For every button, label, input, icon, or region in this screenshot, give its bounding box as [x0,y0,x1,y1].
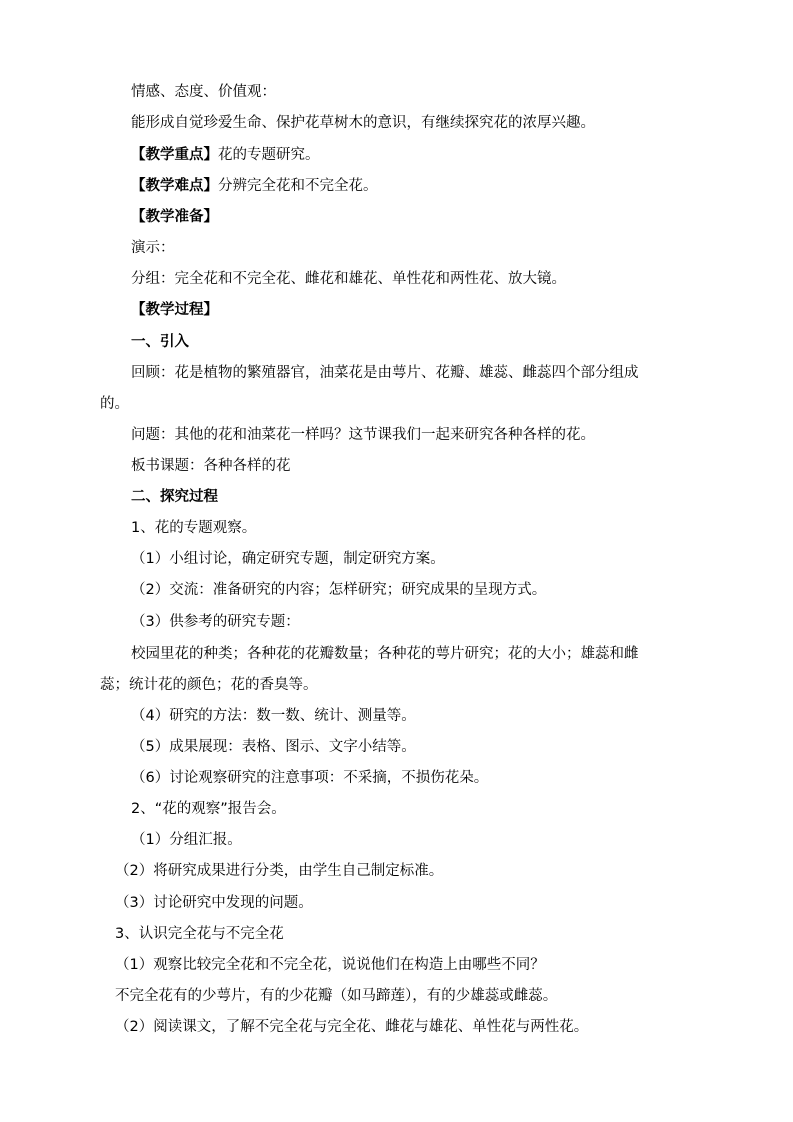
line-text: 回顾：花是植物的繁殖器官，油菜花是由萼片、花瓣、雄蕊、雌蕊四个部分组成 [131,365,639,381]
text-line [131,549,445,569]
line-text: 蕊；统计花的颜色；花的香臭等。 [100,677,318,693]
line-text: （2）交流：准备研究的内容；怎样研究；研究成果的呈现方式。 [131,582,547,598]
text-line [131,799,286,819]
text-line [131,363,639,383]
heading-label: 二、探究过程 [131,489,218,505]
subheading-introduction [131,332,189,352]
text-line [131,768,488,788]
heading-label: 【教学难点】 [131,178,218,194]
text-line [115,893,313,913]
text-line [131,269,566,289]
text-line [131,612,300,632]
line-text: 校园里花的种类；各种花的花瓣数量；各种花的萼片研究；花的大小；雄蕊和雌 [131,646,639,662]
line-text: （1）分组汇报。 [131,832,242,848]
line-text: （1）小组讨论，确定研究专题，制定研究方案。 [131,551,445,567]
line-text: 的。 [100,396,129,412]
line-text: （2）将研究成果进行分类，由学生自己制定标准。 [115,863,444,879]
section-heading-preparation [131,207,218,227]
line-text: （1）观察比较完全花和不完全花，说说他们在构造上由哪些不同？ [115,957,545,973]
line-text: （3）讨论研究中发现的问题。 [115,895,313,911]
heading-label: 一、引入 [131,334,189,350]
line-text: 不完全花有的少萼片，有的少花瓣（如马蹄莲），有的少雄蕊或雌蕊。 [115,988,558,1004]
text-line [115,1017,588,1037]
text-line [115,955,545,975]
heading-label: 【教学准备】 [131,209,218,225]
text-line [131,425,595,445]
line-text: （3）供参考的研究专题： [131,614,300,630]
heading-label: 【教学重点】 [131,147,218,163]
text-line [100,675,318,695]
text-line [131,706,416,726]
line-text: 问题：其他的花和油菜花一样吗？这节课我们一起来研究各种各样的花。 [131,427,595,443]
text-line [131,456,291,476]
text-line [115,861,443,881]
line-text: 能形成自觉珍爱生命、保护花草树木的意识，有继续探究花的浓厚兴趣。 [131,115,595,131]
text-line [131,238,175,258]
text-line [131,580,546,600]
line-text: 分组：完全花和不完全花、雌花和雄花、单性花和两性花、放大镜。 [131,271,566,287]
line-text: （4）研究的方法：数一数、统计、测量等。 [131,708,416,724]
subheading-exploration [131,487,218,507]
text-line [131,737,416,757]
line-text: （2）阅读课文，了解不完全花与完全花、雌花与雄花、单性花与两性花。 [115,1019,589,1035]
line-text: 板书课题：各种各样的花 [131,458,291,474]
line-text: 2、“花的观察”报告会。 [131,801,286,817]
section-heading-difficulties [131,176,378,196]
line-text: 1、花的专题观察。 [131,520,257,536]
text-line [131,830,242,850]
line-text: （6）讨论观察研究的注意事项：不采摘，不损伤花朵。 [131,770,489,786]
text-line [115,986,557,1006]
line-text: 分辨完全花和不完全花。 [218,178,378,194]
line-text: （5）成果展现：表格、图示、文字小结等。 [131,739,416,755]
line-text: 3、认识完全花与不完全花 [115,926,284,942]
text-line [131,82,276,102]
text-line [131,644,639,664]
line-text: 情感、态度、价值观： [131,84,276,100]
section-heading-key-points [131,145,320,165]
section-heading-process [131,300,218,320]
text-line [131,113,595,133]
line-text: 花的专题研究。 [218,147,320,163]
text-line [115,924,284,944]
text-line [100,394,129,414]
text-line [131,518,256,538]
heading-label: 【教学过程】 [131,302,218,318]
line-text: 演示： [131,240,175,256]
